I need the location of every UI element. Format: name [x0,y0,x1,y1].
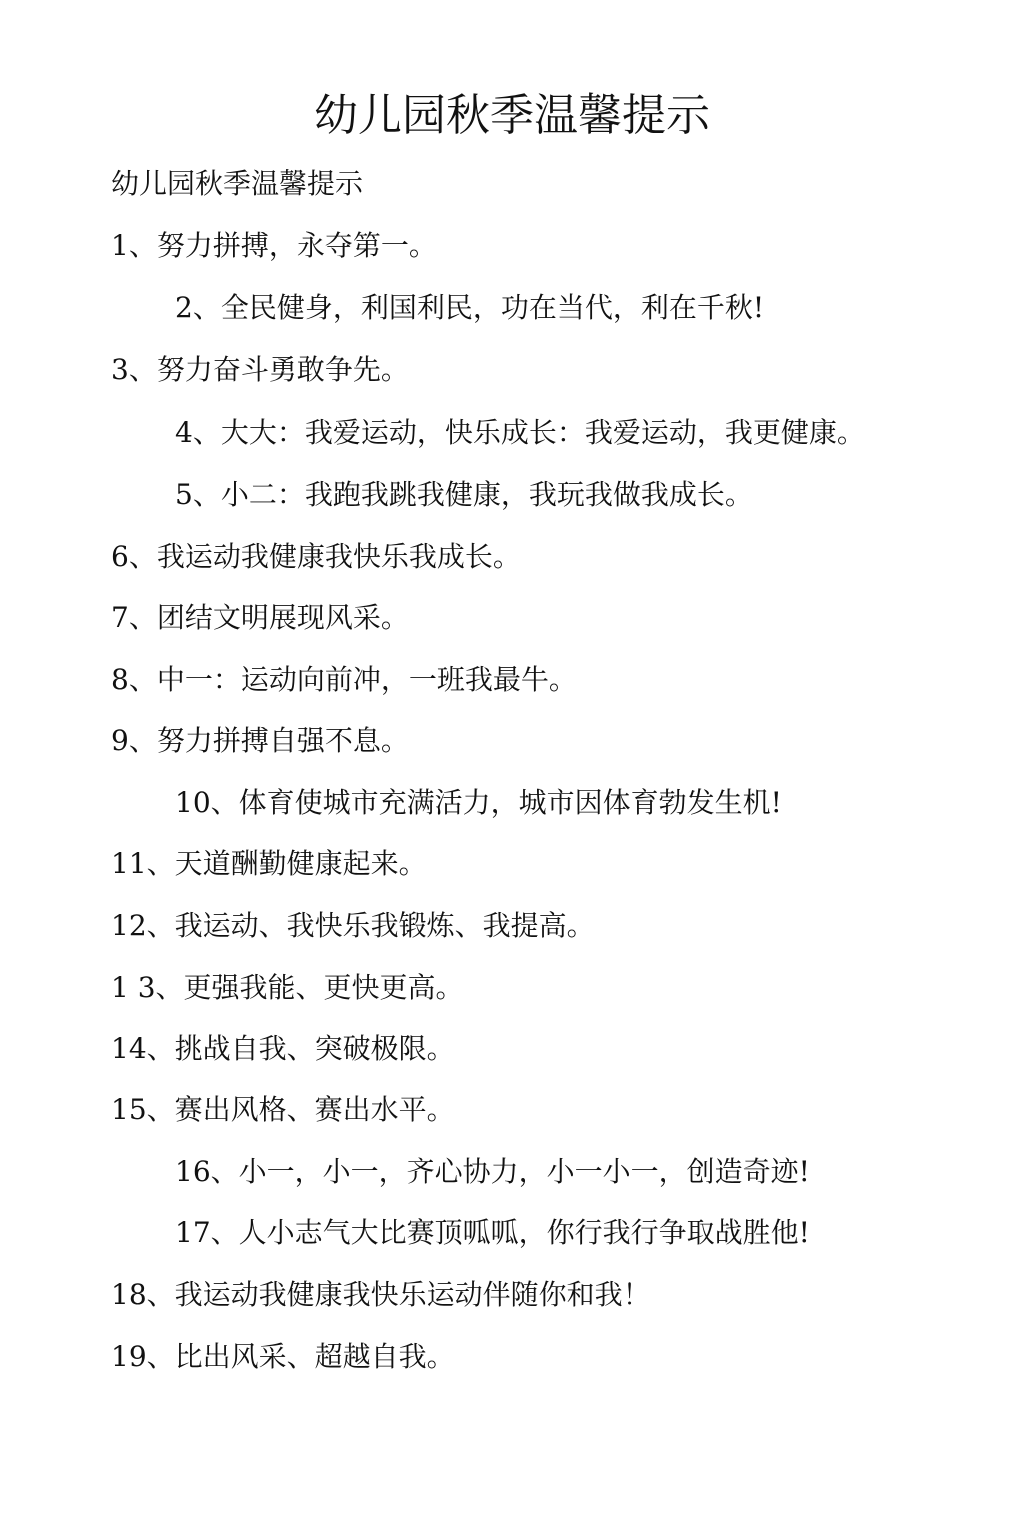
slogan-item: 17、人小志气大比赛顶呱呱，你行我行争取战胜他! [175,1216,810,1249]
slogan-item: 12、我运动、我快乐我锻炼、我提高。 [111,909,595,942]
slogan-item: 16、小一，小一，齐心协力，小一小一，创造奇迹! [175,1155,810,1188]
slogan-item: 4、大大：我爱运动，快乐成长：我爱运动，我更健康。 [175,416,865,449]
slogan-item: 7、团结文明展现风采。 [111,601,409,634]
slogan-item: 11、天道酬勤健康起来。 [111,847,427,880]
slogan-item: 14、挑战自我、突破极限。 [111,1032,455,1065]
document-title: 幼儿园秋季温馨提示 [314,90,710,141]
slogan-item: 10、体育使城市充满活力，城市因体育勃发生机! [175,786,782,819]
document-subtitle: 幼儿园秋季温馨提示 [111,167,364,200]
slogan-item: 2、全民健身，利国利民，功在当代，利在千秋! [175,291,765,324]
slogan-item: 3、努力奋斗勇敢争先。 [111,353,409,386]
slogan-item: 1 3、更强我能、更快更高。 [111,971,464,1004]
slogan-item: 6、我运动我健康我快乐我成长。 [111,540,521,573]
slogan-item: 1、努力拼搏，永夺第一。 [111,229,437,262]
slogan-item: 9、努力拼搏自强不息。 [111,724,409,757]
slogan-item: 5、小二：我跑我跳我健康，我玩我做我成长。 [175,478,753,511]
slogan-item: 18、我运动我健康我快乐运动伴随你和我！ [111,1278,651,1311]
slogan-item: 8、中一：运动向前冲，一班我最牛。 [111,663,577,696]
slogan-item: 15、赛出风格、赛出水平。 [111,1093,455,1126]
slogan-item: 19、比出风采、超越自我。 [111,1340,455,1373]
